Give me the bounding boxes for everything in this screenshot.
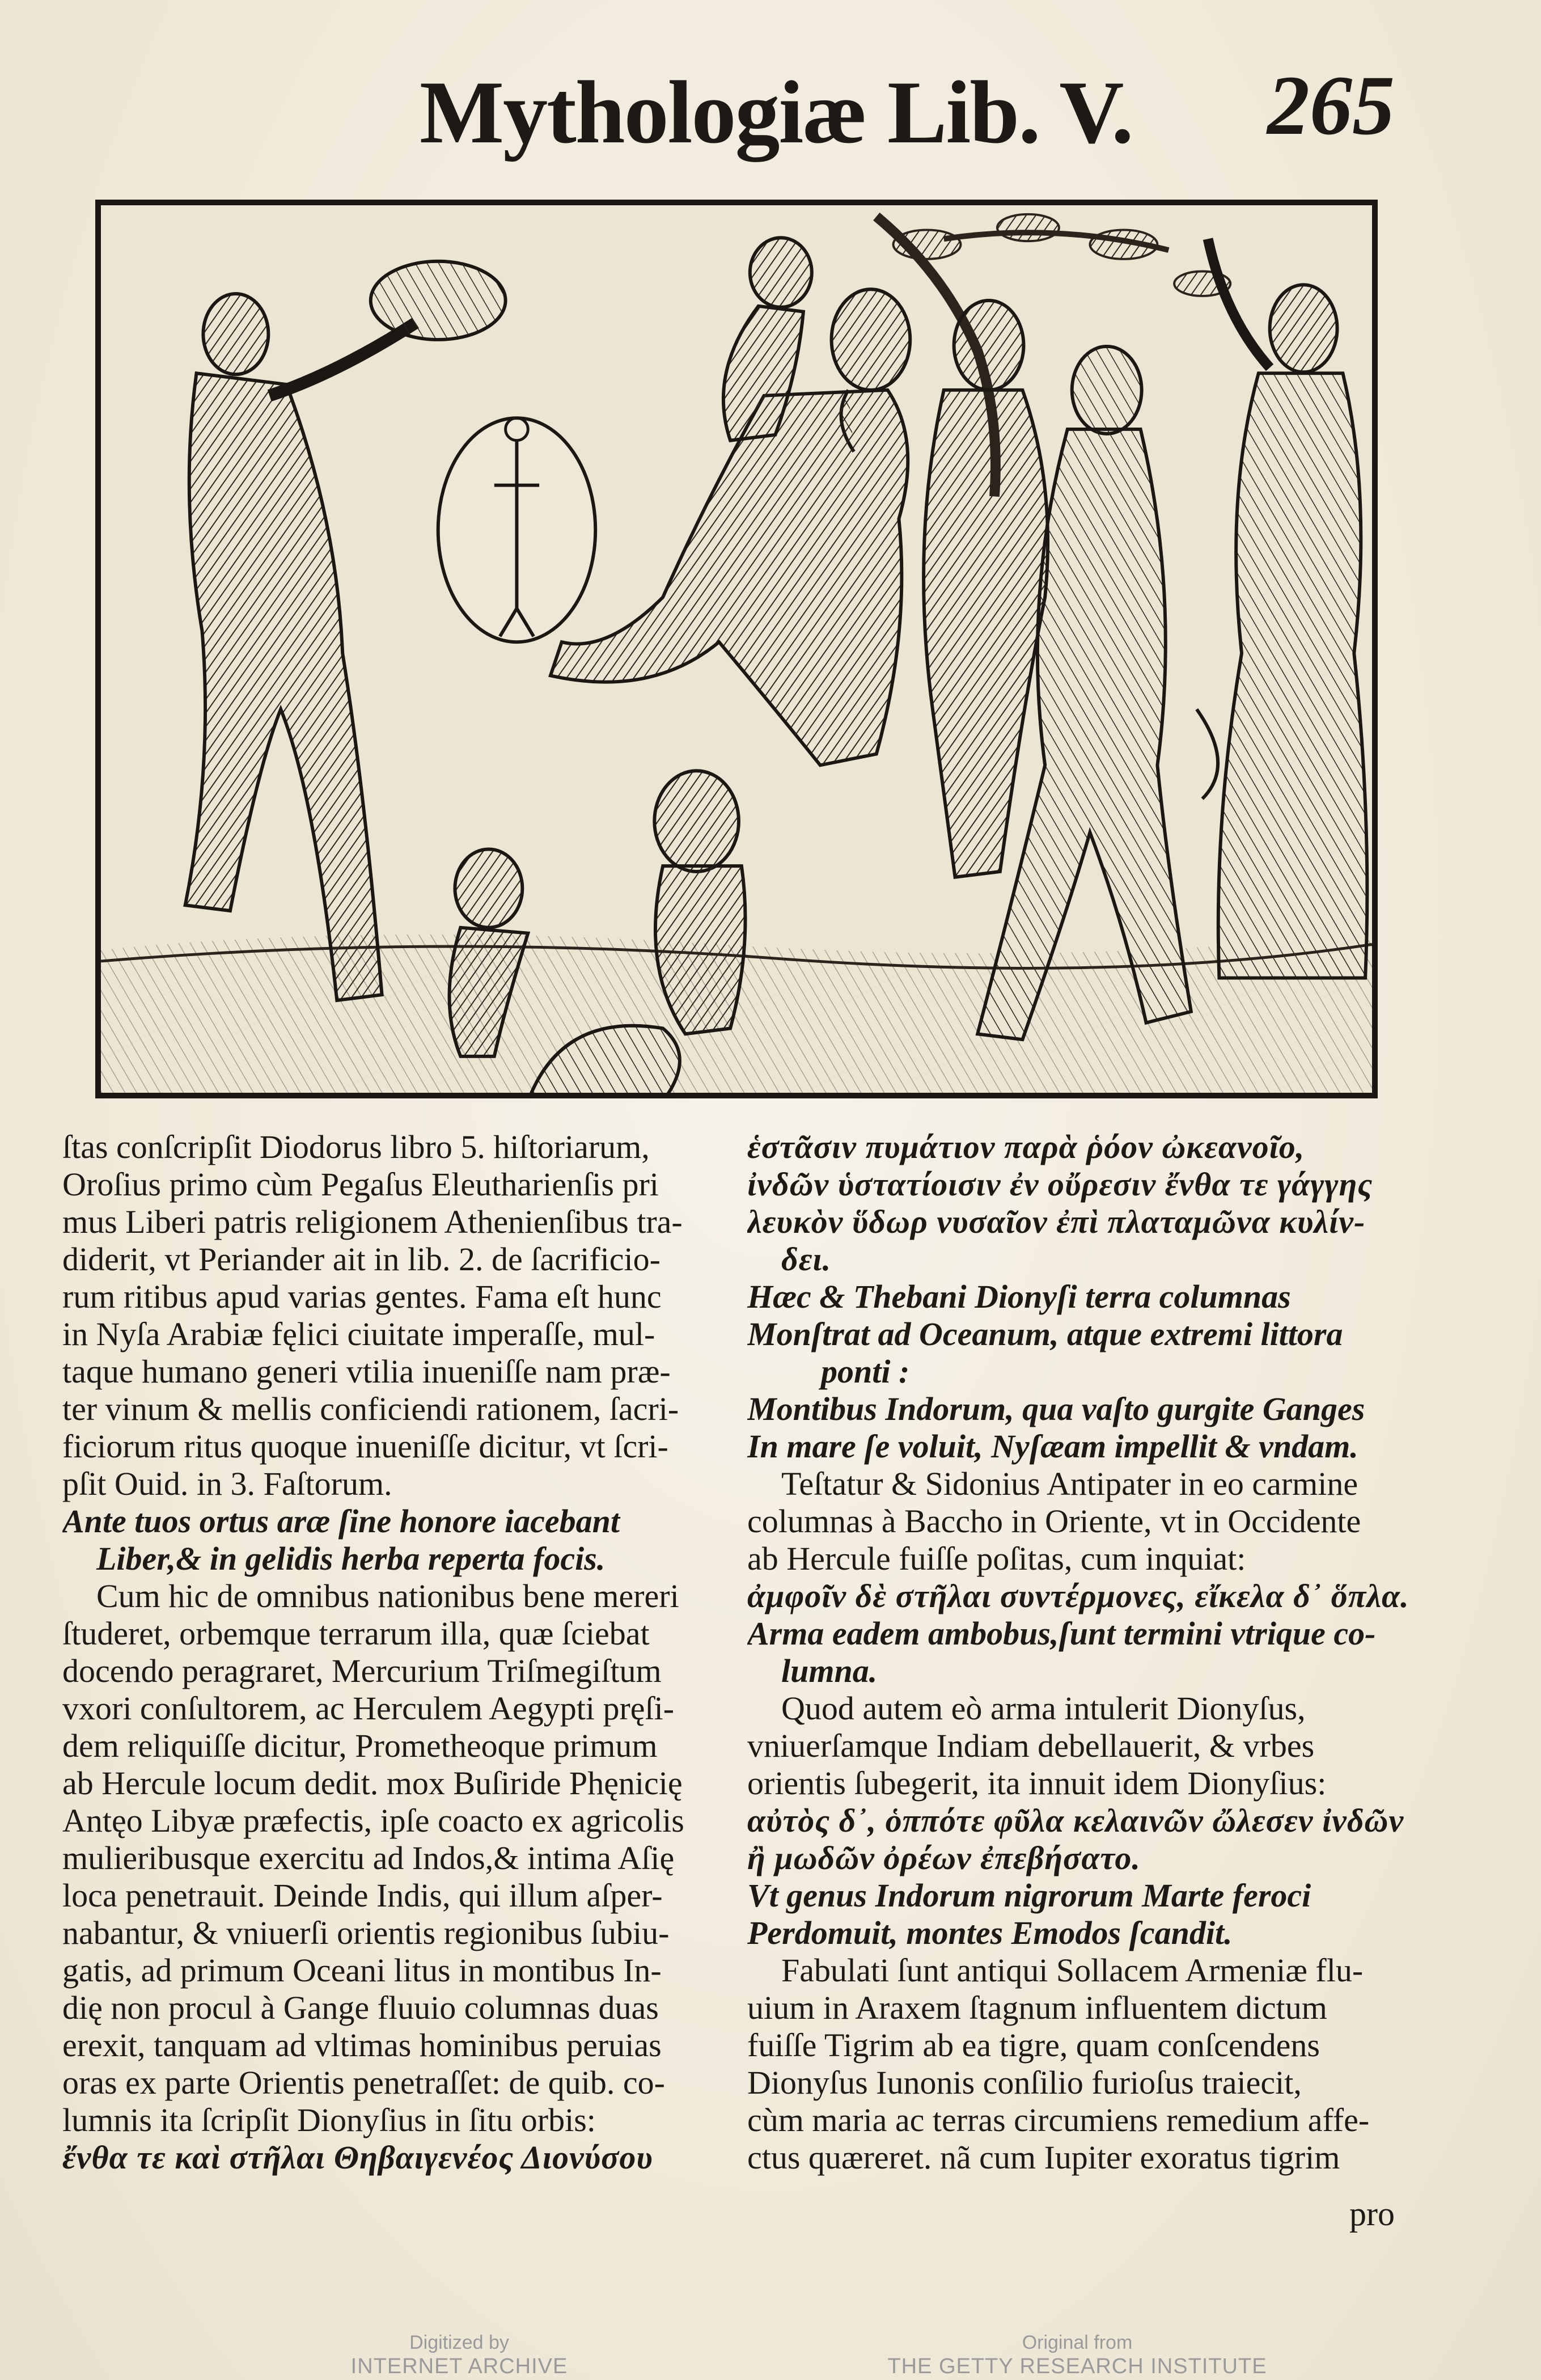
text-line: pſit Ouid. in 3. Faſtorum. [62,1465,392,1502]
verse-line: Vt genus Indorum nigrorum Marte feroci [747,1877,1311,1914]
right-text-column [747,1128,1445,2176]
greek-verse-line: ἑστᾶσιν πυμάτιον παρὰ ῥόον ὠκεανοῖο, [747,1128,1305,1165]
text-line: rum ritibus apud varias gentes. Fama eſt hunc [62,1278,662,1315]
text-line: taque humano generi vtilia inueniſſe nam præ- [62,1353,671,1390]
text-line: ab Hercule locum dedit. mox Buſiride Phęnicię [62,1765,683,1802]
text-line: Teſtatur & Sidonius Antipater in eo carmine [781,1465,1358,1502]
credit-large-text: THE GETTY RESEARCH INSTITUTE [887,2354,1267,2378]
greek-verse-line: ἀμφοῖν δὲ στῆλαι συντέρμονες, εἴκελα δ᾽ ὅπλα. [747,1578,1409,1614]
greek-verse-line: δει. [781,1241,832,1278]
credit-small-text: Original from [1022,2332,1133,2353]
digitized-by-credit [317,2331,601,2378]
text-line: ab Hercule fuiſſe poſitas, cum inquiat: [747,1540,1246,1577]
text-line: ter vinum & mellis conficiendi rationem, ſacri- [62,1390,679,1427]
text-line: diderit, vt Periander ait in lib. 2. de ſacrificio- [62,1241,661,1278]
text-line: vniuerſamque Indiam debellauerit, & vrbes [747,1727,1315,1764]
greek-verse-line: ἢ μωδῶν ὀρέων ἐπεβήσατο. [747,1840,1141,1876]
text-line: nabantur, & vniuerſi orientis regionibus ſubiu- [62,1914,670,1951]
original-from-credit [862,2331,1293,2378]
greek-verse-line: λευκὸν ὕδωρ νυσαῖον ἐπὶ πλαταμῶνα κυλίν- [747,1203,1366,1240]
verse-line: Perdomuit, montes Emodos ſcandit. [747,1914,1233,1951]
text-line: dem reliquiſſe dicitur, Prometheoque primum [62,1727,658,1764]
text-line: fuiſſe Tigrim ab ea tigre, quam conſcendens [747,2027,1320,2064]
text-line: cùm maria ac terras circumiens remedium affe- [747,2102,1370,2138]
woodcut-illustration [95,200,1378,1098]
text-line: docendo peragraret, Mercurium Triſmegiſtum [62,1652,662,1689]
verse-line: Liber,& in gelidis herba reperta focis. [96,1540,606,1577]
text-line: erexit, tanquam ad vltimas hominibus peruias [62,2027,662,2064]
text-line: dię non procul à Gange fluuio columnas duas [62,1989,659,2026]
text-line: Cum hic de omnibus nationibus bene mereri [96,1578,679,1614]
text-line: orientis ſubegerit, ita innuit idem Dionyſius: [747,1765,1327,1802]
greek-verse-line: αὐτὸς δ᾽, ὁππότε φῦλα κελαινῶν ὤλεσεν ἰνδῶν [747,1802,1404,1839]
text-line: ſtas conſcripſit Diodorus libro 5. hiſtoriarum, [62,1128,650,1165]
bacchic-procession-woodcut [101,205,1372,1093]
verse-line: Monſtrat ad Oceanum, atque extremi littora [747,1316,1343,1352]
text-line: in Nyſa Arabiæ fęlici ciuitate imperaſſe, mul- [62,1316,655,1352]
text-line: Oroſius primo cùm Pegaſus Eleutharienſis pri [62,1166,659,1203]
verse-line: In mare ſe voluit, Nyſæam impellit & vndam. [747,1428,1358,1465]
greek-verse-line: ἰνδῶν ὑστατίοισιν ἐν οὔρεσιν ἔνθα τε γάγγης [747,1166,1373,1203]
verse-line: lumna. [781,1652,878,1689]
text-line: lumnis ita ſcripſit Dionyſius in ſitu orbis: [62,2102,596,2138]
catchword: pro [1349,2195,1395,2233]
running-title: Mythologiæ Lib. V. [420,63,1133,162]
text-line: Antęo Libyæ præfectis, ipſe coacto ex agricolis [62,1802,684,1839]
text-line: ctus quæreret. nã cum Iupiter exoratus tigrim [747,2139,1340,2176]
text-line: Fabulati ſunt antiqui Sollacem Armeniæ flu- [781,1952,1364,1989]
text-line: ficiorum ritus quoque inueniſſe dicitur, vt ſcri- [62,1428,668,1465]
text-line: Quod autem eò arma intulerit Dionyſus, [781,1690,1306,1727]
credit-small-text: Digitized by [409,2332,509,2353]
text-line: Dionyſus Iunonis conſilio furioſus traiecit, [747,2064,1302,2101]
text-line: mulieribusque exercitu ad Indos,& intima Aſię [62,1840,675,1876]
text-line: ſtuderet, orbemque terrarum illa, quæ ſciebat [62,1615,650,1652]
verse-line: Arma eadem ambobus,ſunt termini vtrique co- [747,1615,1376,1652]
left-text-column [62,1128,737,2176]
text-line: loca penetrauit. Deinde Indis, qui illum aſper- [62,1877,663,1914]
verse-line: Hæc & Thebani Dionyſi terra columnas [747,1278,1291,1315]
verse-line: Montibus Indorum, qua vaſto gurgite Ganges [747,1390,1365,1427]
text-line: oras ex parte Orientis penetraſſet: de quib. co- [62,2064,665,2101]
text-line: vxori conſultorem, ac Herculem Aegypti pręſi- [62,1690,675,1727]
text-line: uium in Araxem ſtagnum influentem dictum [747,1989,1327,2026]
page-number: 265 [1267,58,1395,153]
verse-line: ponti : [821,1353,910,1390]
text-line: mus Liberi patris religionem Athenienſibus tra- [62,1203,683,1240]
verse-line: Ante tuos ortus aræ ſine honore iacebant [62,1503,620,1540]
greek-verse-line: ἔνθα τε καὶ στῆλαι Θηβαιγενέος Διονύσου [62,2139,653,2176]
credit-large-text: INTERNET ARCHIVE [350,2354,568,2378]
text-line: gatis, ad primum Oceani litus in montibus In- [62,1952,662,1989]
text-line: columnas à Baccho in Oriente, vt in Occidente [747,1503,1361,1540]
